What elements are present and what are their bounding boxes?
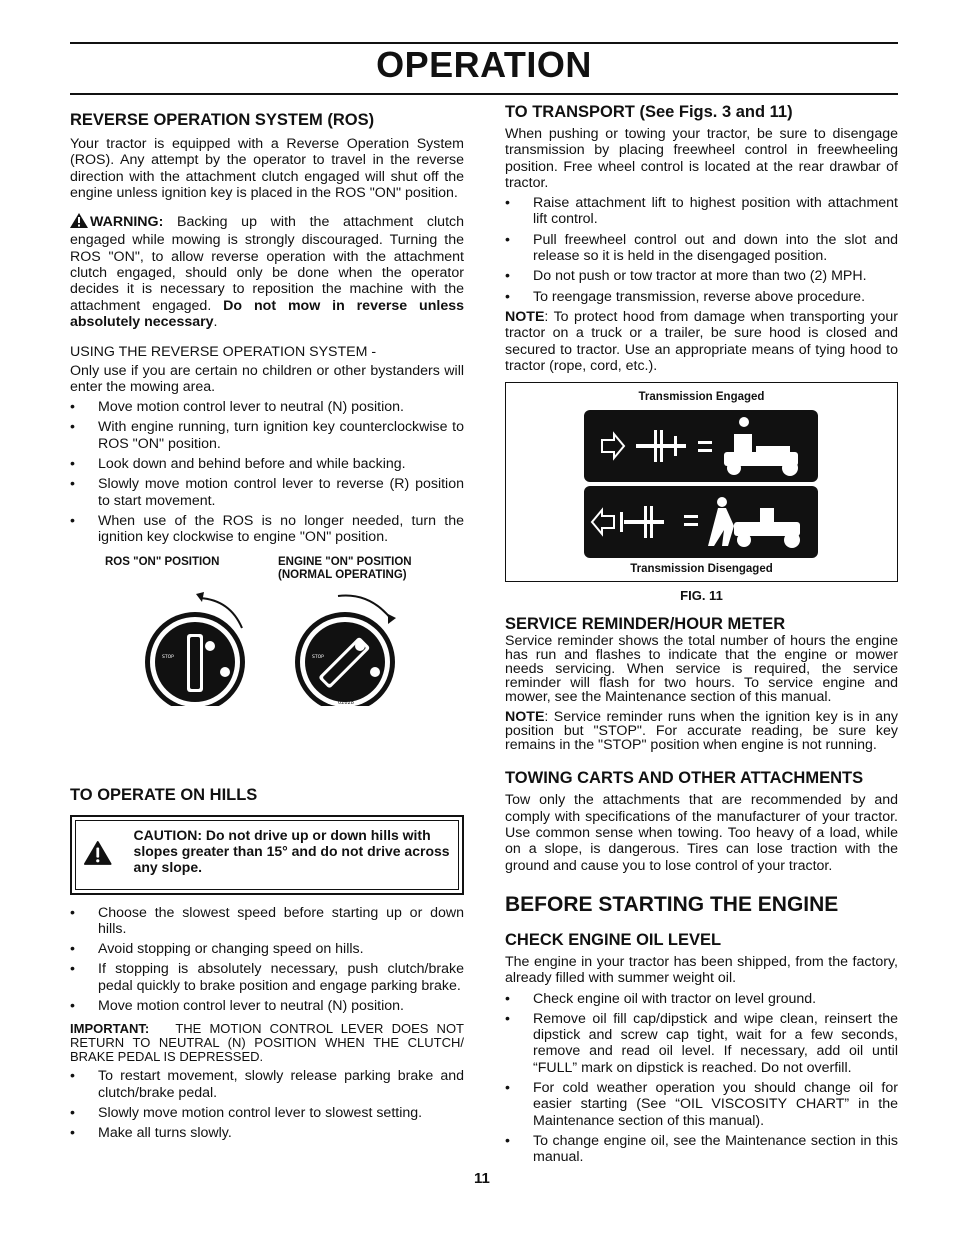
- caution-text: CAUTION: Do not drive up or down hills with slopes greater than 15° and do not drive across any slope.: [133, 826, 450, 875]
- key-stop-text: STOP: [162, 654, 174, 660]
- ignition-key-engine-icon: [288, 586, 408, 706]
- important-text: THE MOTION CONTROL LEVER DOES NOT RETURN TO NEUTRAL (N) POSITION WHEN THE CLUTCH/ BRAKE PEDAL IS DEPRESSED.: [70, 1021, 464, 1065]
- towing-heading: TOWING CARTS AND OTHER ATTACHMENTS: [505, 769, 864, 788]
- ros-intro: Your tractor is equipped with a Reverse Operation System (ROS). Any attempt by the operator to travel in the reverse direction with the attachment clutch engaged will shut off the engine unless ignition key is placed in the ROS "ON" position.: [70, 136, 464, 201]
- page-title: OPERATION: [376, 44, 592, 85]
- list-item: • Look down and behind before and while backing.: [70, 456, 464, 472]
- warning-triangle-icon: [70, 213, 88, 232]
- list-item: • Do not push or tow tractor at more than two (2) MPH.: [505, 268, 898, 284]
- list-item: • For cold weather operation you should change oil for easier starting (See “OIL VISCOSITY CHART” in the Maintenance section of this manual).: [505, 1080, 898, 1129]
- caution-box: [70, 815, 464, 895]
- list-item: • Check engine oil with tractor on level ground.: [505, 991, 898, 1007]
- left-column: [70, 110, 464, 1150]
- transport-bullets: [505, 195, 898, 305]
- check-oil-text: The engine in your tractor has been shipped, from the factory, already filled with summer weight oil.: [505, 953, 898, 987]
- note-label: NOTE: [505, 308, 545, 325]
- ignition-key-ros-icon: [138, 586, 258, 706]
- engine-on-label-line2: (NORMAL OPERATING): [278, 568, 407, 581]
- list-item: • Pull freewheel control out and down into the slot and release so it is held in the disengaged position.: [505, 232, 898, 265]
- check-oil-heading: CHECK ENGINE OIL LEVEL: [505, 930, 722, 949]
- title-rule: [70, 93, 898, 95]
- list-item: • Remove oil fill cap/dipstick and wipe clean, reinsert the dipstick and screw cap tight, wait for a few seconds, remove and read oil level. If necessary, add oil until “FULL” mark on dipstick is reached. Do not overfill.: [505, 1011, 898, 1076]
- list-item: • Avoid stopping or changing speed on hills.: [70, 941, 464, 957]
- disengaged-panel: [584, 486, 818, 558]
- service-text: Service reminder shows the total number of hours the engine has run and flashes to indicate that the engine or mower needs servicing. When service is required, the service reminder will flash for two hours. To service engine and mower, see the Maintenance section of this manual.: [505, 633, 898, 706]
- using-text: Only use if you are certain no children or other bystanders will enter the mowing area.: [70, 362, 464, 395]
- warning-bold: Do not mow in reverse unless absolutely necessary: [70, 297, 465, 330]
- ros-heading: REVERSE OPERATION SYSTEM (ROS): [70, 111, 375, 129]
- using-ros: [70, 344, 464, 395]
- list-item: • With engine running, turn ignition key counterclockwise to ROS "ON" position.: [70, 419, 464, 452]
- list-item: • To reengage transmission, reverse above procedure.: [505, 289, 898, 305]
- important-label: IMPORTANT:: [70, 1021, 150, 1037]
- using-heading: USING THE REVERSE OPERATION SYSTEM -: [70, 344, 377, 361]
- hills-heading: TO OPERATE ON HILLS: [70, 785, 258, 804]
- ros-on-label: ROS "ON" POSITION: [105, 555, 220, 568]
- transmission-figure: [505, 382, 898, 582]
- list-item: • Slowly move motion control lever to reverse (R) position to start movement.: [70, 476, 464, 509]
- list-item: • To change engine oil, see the Maintenance section in this manual.: [505, 1133, 898, 1166]
- list-item: • Make all turns slowly.: [70, 1125, 464, 1141]
- list-item: • Raise attachment lift to highest position with attachment lift control.: [505, 195, 898, 228]
- fig-caption-engaged: Transmission Engaged: [638, 391, 765, 404]
- check-oil-bullets: [505, 991, 898, 1166]
- transport-note: [505, 309, 898, 374]
- ros-bullets: [70, 399, 464, 545]
- service-block: [505, 634, 898, 752]
- list-item: • To restart movement, slowly release parking brake and clutch/brake pedal.: [70, 1068, 464, 1101]
- hills-bullets: [70, 905, 464, 1015]
- hills-bullets-2: [70, 1068, 464, 1141]
- service-heading: SERVICE REMINDER/HOUR METER: [505, 615, 786, 634]
- engine-on-label-line1: ENGINE "ON" POSITION: [278, 555, 412, 568]
- figure-number: FIG. 11: [680, 588, 723, 604]
- service-note-text: : Service reminder runs when the ignition key is in any position but "STOP". For accurate reading, be sure key remains in the "STOP" position when engine is not running.: [505, 709, 898, 754]
- fig-caption-disengaged: Transmission Disengaged: [630, 563, 773, 576]
- engine-on-label: [278, 556, 412, 582]
- service-note: [505, 710, 898, 752]
- list-item: • Slowly move motion control lever to slowest setting.: [70, 1105, 464, 1121]
- ignition-key-figure: [70, 556, 464, 761]
- list-item: • If stopping is absolutely necessary, push clutch/brake pedal quickly to brake position and engage parking brake.: [70, 961, 464, 994]
- right-column: [505, 102, 898, 1174]
- warning-end: .: [213, 313, 218, 330]
- warning-text: Backing up with the attachment clutch engaged while mowing is strongly discouraged. Turning the ROS "ON", to allow reverse operation with the attachment clutch engaged, should only be done when the operator decides it is necessary to reposition the machine with the attachment engaged.: [70, 214, 464, 314]
- disengaged-diagram-icon: [584, 486, 818, 558]
- engaged-diagram-icon: [584, 410, 818, 482]
- list-item: • Choose the slowest speed before starting up or down hills.: [70, 905, 464, 938]
- svg-text:STOP: STOP: [312, 654, 324, 660]
- towing-text: Tow only the attachments that are recommended by and comply with specifications of the manufacturer of your tractor. Use common sense when towing. Too heavy of a load, while on a slope, is dangerous. Tires can lose traction with the ground and cause you to lose control of your tractor.: [505, 792, 898, 874]
- caution-warning-icon: [84, 827, 112, 879]
- transport-intro: When pushing or towing your tractor, be sure to disengage transmission by placing freewheel control in freewheeling position. Free wheel control is located at the rear drawbar of tractor.: [505, 126, 898, 191]
- list-item: • Move motion control lever to neutral (N) position.: [70, 998, 464, 1014]
- list-item: • When use of the ROS is no longer needed, turn the ignition key clockwise to engine "ON" position.: [70, 513, 464, 546]
- important-note: [70, 1022, 464, 1064]
- note-text: : To protect hood from damage when transporting your tractor on a truck or a trailer, be sure hood is closed and secured to tractor. Use an appropriate means of tying hood to tractor (rope, cord, etc.).: [505, 308, 898, 374]
- warning-label: WARNING:: [90, 214, 164, 231]
- list-item: • Move motion control lever to neutral (N) position.: [70, 399, 464, 415]
- ros-warning: [70, 213, 464, 330]
- before-starting-heading: BEFORE STARTING THE ENGINE: [505, 892, 839, 916]
- engaged-panel: [584, 410, 818, 482]
- service-note-label: NOTE: [505, 709, 545, 726]
- transport-heading: TO TRANSPORT (See Figs. 3 and 11): [505, 103, 793, 121]
- key-code-text: 02828: [338, 699, 354, 706]
- page-number: 11: [474, 1170, 490, 1187]
